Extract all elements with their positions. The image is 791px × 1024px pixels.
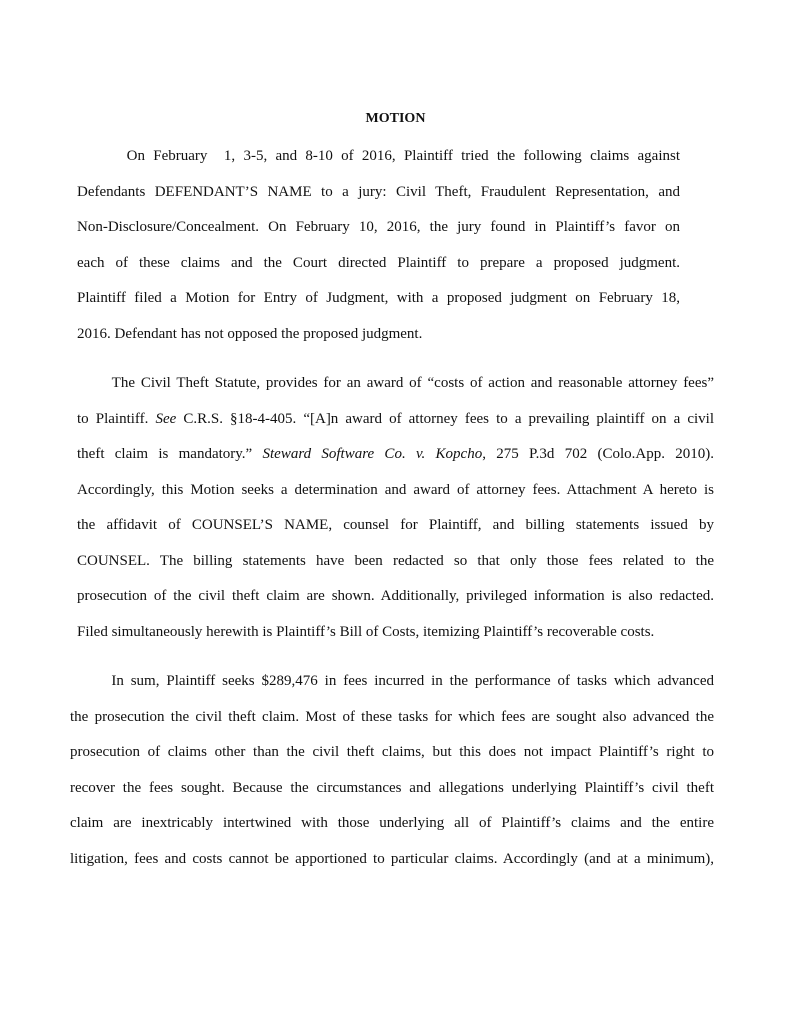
text-run: to Plaintiff. bbox=[77, 410, 156, 427]
paragraph-line: each of these claims and the Court directed Plaintiff to prepare a proposed judgment. bbox=[77, 254, 680, 271]
paragraph-line: the prosecution the civil theft claim. Most of these tasks for which fees are sought also advanced the bbox=[70, 708, 714, 725]
paragraph-line: Defendants DEFENDANT’S NAME to a jury: Civil Theft, Fraudulent Representation, and bbox=[77, 183, 680, 200]
paragraph-line: 2016. Defendant has not opposed the proposed judgment. bbox=[77, 325, 423, 342]
paragraph-line: On February 1, 3-5, and 8-10 of 2016, Plaintiff tried the following claims against bbox=[77, 148, 680, 164]
text-run: , 275 P.3d 702 (Colo.App. 2010). bbox=[482, 446, 714, 462]
paragraph-line: Accordingly, this Motion seeks a determination and award of attorney fees. Attachment A hereto is bbox=[77, 481, 714, 498]
text-run: C.R.S. §18-4-405. “[A]n award of attorney fees to a prevailing plaintiff on a civil bbox=[176, 410, 714, 427]
paragraph-3 bbox=[70, 664, 714, 877]
paragraph-line: Filed simultaneously herewith is Plaintiff’s Bill of Costs, itemizing Plaintiff’s recoverable costs. bbox=[77, 623, 655, 640]
signal-see: See bbox=[155, 410, 177, 427]
paragraph-1 bbox=[77, 139, 680, 352]
case-citation: Steward Software Co. v. Kopcho bbox=[262, 446, 483, 462]
paragraph-line: Non-Disclosure/Concealment. On February 10, 2016, the jury found in Plaintiff’s favor on bbox=[77, 219, 680, 235]
paragraph-line: Plaintiff filed a Motion for Entry of Judgment, with a proposed judgment on February 18, bbox=[77, 290, 680, 306]
paragraph-line: COUNSEL. The billing statements have been redacted so that only those fees related to the bbox=[77, 552, 714, 569]
paragraph-line: prosecution of claims other than the civil theft claims, but this does not impact Plaintiff’s right to bbox=[70, 744, 714, 760]
text-run: theft claim is mandatory.” bbox=[77, 446, 263, 462]
paragraph-line: the affidavit of COUNSEL’S NAME, counsel for Plaintiff, and billing statements issued by bbox=[77, 517, 714, 533]
paragraph-line: recover the fees sought. Because the circumstances and allegations underlying Plaintiff’s civil theft bbox=[70, 779, 714, 796]
paragraph-line: The Civil Theft Statute, provides for an award of “costs of action and reasonable attorney fees” bbox=[77, 375, 714, 391]
paragraph-2 bbox=[77, 366, 714, 650]
paragraph-line bbox=[77, 437, 714, 473]
document-title: MOTION bbox=[365, 111, 426, 126]
paragraph-line bbox=[77, 402, 714, 438]
paragraph-line: litigation, fees and costs cannot be apportioned to particular claims. Accordingly (and at a minimum), bbox=[70, 850, 714, 867]
paragraph-line: In sum, Plaintiff seeks $289,476 in fees incurred in the performance of tasks which advanced bbox=[70, 673, 714, 689]
paragraph-line: prosecution of the civil theft claim are shown. Additionally, privileged information is also redacted. bbox=[77, 588, 714, 604]
paragraph-line: claim are inextricably intertwined with those underlying all of Plaintiff’s claims and the entire bbox=[70, 815, 714, 831]
